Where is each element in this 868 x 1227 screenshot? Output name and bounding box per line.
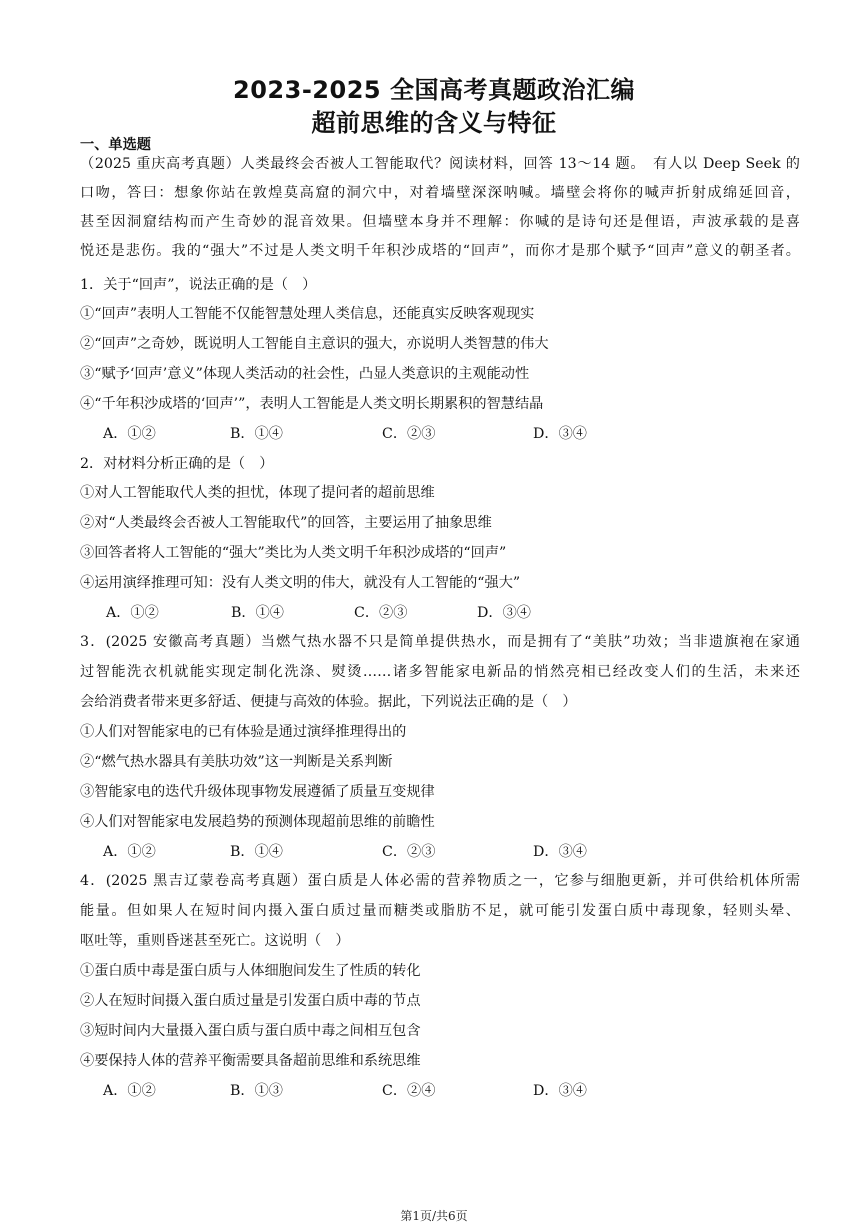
question-stem: 会给消费者带来更多舒适、便捷与高效的体验。据此，下列说法正确的是（ ） [80, 694, 577, 710]
statement: ④运用演绎推理可知：没有人类文明的伟大，就没有人工智能的“强大” [80, 575, 521, 591]
option-a: A．①② [103, 426, 156, 442]
option-a: A．①② [103, 844, 156, 860]
document-title: 2023-2025 全国高考真题政治汇编 [233, 76, 635, 104]
statement: ③“赋予‘回声’意义”体现人类活动的社会性，凸显人类意识的主观能动性 [80, 366, 530, 382]
intro-line: 口吻，答曰：想象你站在敦煌莫高窟的洞穴中，对着墙壁深深呐喊。墙壁会将你的喊声折射成绵延回音， [80, 185, 800, 201]
option-c: C．②③ [382, 844, 436, 860]
statement: ②人在短时间摄入蛋白质过量是引发蛋白质中毒的节点 [80, 993, 421, 1009]
intro-line: 甚至因洞窟结构而产生奇妙的混音效果。但墙壁本身并不理解：你喊的是诗句还是俚语，声波承载的是喜 [80, 214, 800, 230]
statement: ②“回声”之奇妙，既说明人工智能自主意识的强大，亦说明人类智慧的伟大 [80, 336, 549, 352]
option-c: C．②④ [382, 1083, 436, 1099]
option-d: D．③④ [533, 1083, 587, 1099]
question-stem: 1．关于“回声”，说法正确的是（ ） [80, 277, 317, 293]
section-heading: 一、单选题 [80, 137, 151, 153]
statement: ②“燃气热水器具有美肤功效”这一判断是关系判断 [80, 754, 393, 770]
statement: ①蛋白质中毒是蛋白质与人体细胞间发生了性质的转化 [80, 963, 421, 979]
document-subtitle: 超前思维的含义与特征 [311, 109, 557, 137]
option-b: B．①④ [230, 426, 283, 442]
option-d: D．③④ [533, 844, 587, 860]
intro-line: （2025 重庆高考真题）人类最终会否被人工智能取代？阅读材料，回答 13～14 题。 有人以 Deep Seek 的 [80, 156, 800, 172]
page-number: 第1页/共6页 [400, 1209, 468, 1223]
question-stem: 3．(2025 安徽高考真题）当燃气热水器不只是简单提供热水，而是拥有了“美肤”功效；当非遗旗袍在家通 [80, 634, 800, 650]
question-stem: 2．对材料分析正确的是（ ） [80, 456, 274, 472]
statement: ③回答者将人工智能的“强大”类比为人类文明千年积沙成塔的“回声” [80, 545, 507, 561]
question-stem: 过智能洗衣机就能实现定制化洗涤、熨烫……诸多智能家电新品的悄然亮相已经改变人们的生活，未来还 [80, 664, 800, 680]
option-c: C．②③ [382, 426, 436, 442]
option-a: A．①② [103, 1083, 156, 1099]
question-stem: 呕吐等，重则昏迷甚至死亡。这说明（ ） [80, 933, 350, 949]
statement: ③智能家电的迭代升级体现事物发展遵循了质量互变规律 [80, 784, 435, 800]
option-d: D．③④ [533, 426, 587, 442]
statement: ①对人工智能取代人类的担忧，体现了提问者的超前思维 [80, 485, 435, 501]
statement: ①“回声”表明人工智能不仅能智慧处理人类信息，还能真实反映客观现实 [80, 306, 535, 322]
statement: ④人们对智能家电发展趋势的预测体现超前思维的前瞻性 [80, 814, 435, 830]
question-stem: 4．(2025 黑吉辽蒙卷高考真题）蛋白质是人体必需的营养物质之一，它参与细胞更新，并可供给机体所需 [80, 873, 800, 889]
question-stem: 能量。但如果人在短时间内摄入蛋白质过量而糖类或脂肪不足，就可能引发蛋白质中毒现象，轻则头晕、 [80, 903, 800, 919]
statement: ④要保持人体的营养平衡需要具备超前思维和系统思维 [80, 1053, 421, 1069]
statement: ④“千年积沙成塔的‘回声’”，表明人工智能是人类文明长期累积的智慧结晶 [80, 396, 544, 412]
statement: ②对“人类最终会否被人工智能取代”的回答，主要运用了抽象思维 [80, 515, 492, 531]
statement: ①人们对智能家电的已有体验是通过演绎推理得出的 [80, 724, 407, 740]
option-c: C．②③ [354, 605, 408, 621]
option-a: A．①② [106, 605, 159, 621]
intro-line: 悦还是悲伤。我的“强大”不过是人类文明千年积沙成塔的“回声”，而你才是那个赋予“回声”意义的朝圣者。 [80, 243, 800, 259]
option-b: B．①④ [230, 844, 283, 860]
option-b: B．①④ [231, 605, 284, 621]
option-b: B．①③ [230, 1083, 283, 1099]
option-d: D．③④ [477, 605, 531, 621]
statement: ③短时间内大量摄入蛋白质与蛋白质中毒之间相互包含 [80, 1023, 421, 1039]
